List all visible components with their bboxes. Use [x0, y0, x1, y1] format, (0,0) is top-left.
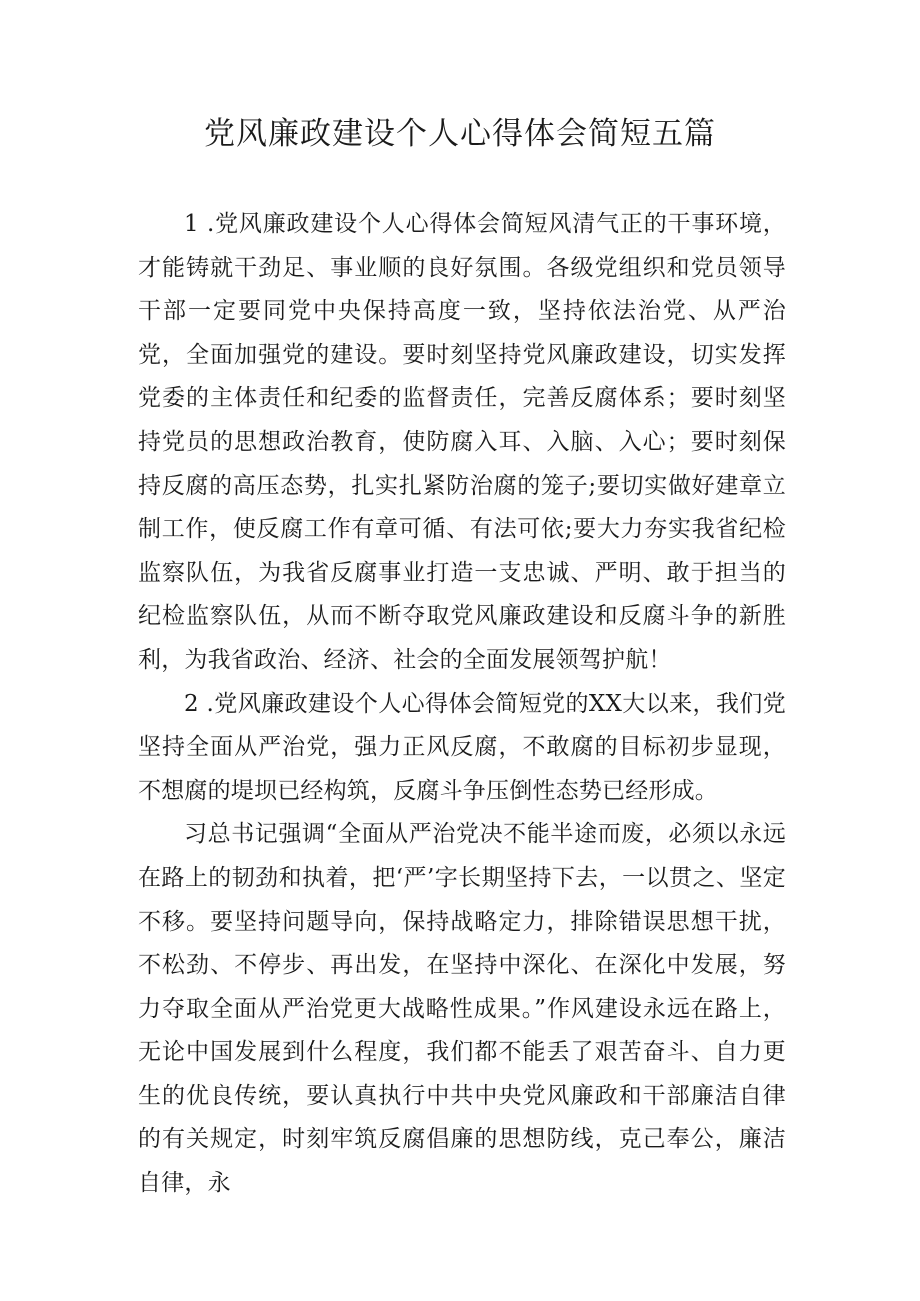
document-title: 党风廉政建设个人心得体会简短五篇	[204, 116, 716, 152]
paragraph-1: 1 .党风廉政建设个人心得体会简短风清气正的干事环境，才能铸就干劲足、事业顺的良好氛围。各级党组织和党员领导干部一定要同党中央保持高度一致，坚持依法治党、从严治党，全面加强党的建设。要时刻坚持党风廉政建设，切实发挥党委的主体责任和纪委的监督责任，完善反腐体系；要时刻坚持党员的思想政治教育，使防腐入耳、入脑、入心；要时刻保持反腐的高压态势，扎实扎紧防治腐的笼子;要切实做好建章立制工作，使反腐工作有章可循、有法可依;要大力夯实我省纪检监察队伍，为我省反腐事业打造一支忠诚、严明、敢于担当的纪检监察队伍，从而不断夺取党风廉政建设和反腐斗争的新胜利，为我省政治、经济、社会的全面发展领驾护航！	[138, 211, 786, 673]
document-body	[138, 203, 786, 1206]
paragraph-3: 习总书记强调“全面从严治党决不能半途而废，必须以永远在路上的韧劲和执着，把‘严’字长期坚持下去，一以贯之、坚定不移。要坚持问题导向，保持战略定力，排除错误思想干扰，不松劲、不停步、再出发，在坚持中深化、在深化中发展，努力夺取全面从严治党更大战略性成果。”作风建设永远在路上，无论中国发展到什么程度，我们都不能丢了艰苦奋斗、自力更生的优良传统，要认真执行中共中央党风廉政和干部廉洁自律的有关规定，时刻牢筑反腐倡廉的思想防线，克己奉公，廉洁自律，永	[138, 821, 786, 1197]
paragraph-2: 2 .党风廉政建设个人心得体会简短党的XX大以来，我们党坚持全面从严治党，强力正风反腐，不敢腐的目标初步显现，不想腐的堤坝已经构筑，反腐斗争压倒性态势已经形成。	[138, 690, 786, 804]
